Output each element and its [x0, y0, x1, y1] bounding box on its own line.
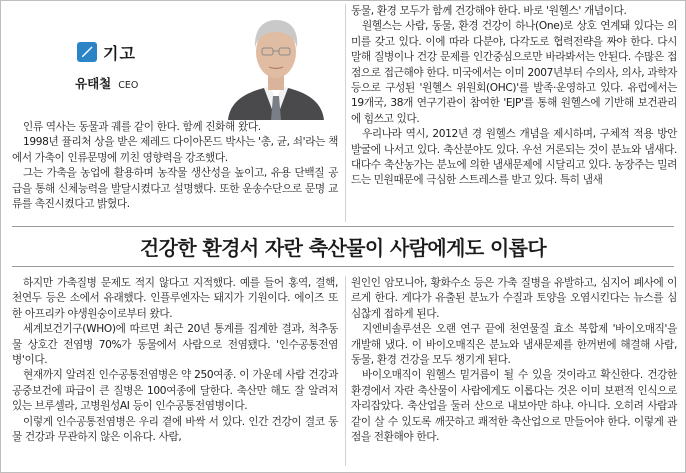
column-bottom-left [12, 276, 338, 445]
paragraph: 우리나라 역시, 2012년 경 원헬스 개념을 제시하며, 구체적 적용 방안 발굴에 나서고 있다. 축산분야도 있다. 우선 거론되는 것이 분뇨와 냄새다. 대다수 축산농가는 분뇨에 의한 냄새문제에 시달리고 있다. 농장주는 밀려드는 민원때문에 극심한 스트레스를 받고 있다. 특히 냄새 [351, 128, 677, 187]
paragraph: 하지만 가축질병 문제도 적지 않다고 지적했다. 예를 들어 홍역, 결핵, 천연두 등은 소에서 유래했다. 인플루엔자는 돼지가 기원이다. 에이즈 또한 아프리카 야생원숭이로부터 왔다. [12, 277, 338, 320]
headline-rule-bottom [12, 266, 674, 267]
pencil-icon [77, 42, 97, 62]
paragraph: 현재까지 알려진 인수공통전염병은 약 250여종. 이 가운데 사람 건강과 공중보건에 파급이 큰 질병은 100여종에 달한다. 축산만 해도 잘 알려져 있는 브루셀라, 고병원성AI 등이 인수공통전염병이다. [12, 369, 338, 413]
column-divider-top [345, 4, 346, 222]
author-portrait [224, 8, 328, 120]
paragraph: 인류 역사는 동물과 궤를 같이 한다. 함께 진화해 왔다. [23, 121, 261, 133]
column-divider-bottom [345, 276, 346, 466]
author-role: CEO [118, 80, 139, 91]
column-top-right [351, 4, 677, 189]
paragraph: 원인인 암모니아, 황화수소 등은 가축 질병을 유발하고, 심지어 폐사에 이르게 한다. 게다가 유출된 분뇨가 수질과 토양을 오염시킨다는 뉴스를 심심찮게 접하게 된다. [351, 277, 677, 320]
section-label-badge [77, 42, 97, 62]
paragraph: 그는 가축을 농업에 활용하며 농작물 생산성을 높이고, 유용 단백질 공급을 통해 신체능력을 발달시켰다고 설명했다. 또한 운송수단으로 문명 교류를 촉진시켰다고 밝혔다. [12, 167, 338, 211]
paragraph: 동물, 환경 모두가 함께 건강해야 한다. 바로 '원헬스' 개념이다. [351, 5, 627, 17]
headline-rule-top [12, 226, 674, 227]
paragraph: 지엔비솔루션은 오랜 연구 끝에 천연물질 효소 복합제 '바이오매직'을 개발해 냈다. 이 바이오매직은 분뇨와 냄새문제를 한꺼번에 해결해 사람, 동물, 환경 건강을 모두 챙기게 된다. [351, 323, 677, 367]
author-byline [75, 74, 138, 92]
author-name: 유태철 [75, 76, 112, 91]
paragraph: 세계보건기구(WHO)에 따르면 최근 20년 통계를 집계한 결과, 척추동물 상호간 전염병 70%가 동물에서 사람으로 전염됐다. '인수공통전염병'이다. [12, 323, 338, 367]
section-label: 기고 [103, 44, 136, 63]
column-bottom-right [351, 276, 677, 445]
column-top-left [12, 120, 338, 212]
headline: 건강한 환경서 자란 축산물이 사람에게도 이롭다 [139, 236, 547, 260]
paragraph: 원헬스는 사람, 동물, 환경 건강이 하나(One)로 상호 연계돼 있다는 의미를 갖고 있다. 이에 따라 다분야, 다각도로 협력전략을 짜야 한다. 다시 말해 질병이나 건강 문제를 인간중심으로만 바라봐서는 안된다. 수많은 접점으로 접근해야 한다. 미국에서는 이미 2007년부터 수의사, 의사, 과학자 등으로 구성된 '원헬스 위원회(OHC)'를 발족·운영하고 있다. 유럽에서는 19개국, 38개 연구기관이 참여한 'EJP'를 통해 원헬스에 기반해 보건관리에 힘쓰고 있다. [351, 20, 677, 125]
paragraph: 이렇게 인수공통전염병은 우리 곁에 바싹 서 있다. 인간 건강이 결코 동물 건강과 무관하지 않은 이유다. 사람, [12, 415, 338, 444]
paragraph: 바이오매직이 원헬스 밑거름이 될 수 있을 것이라고 확신한다. 건강한 환경에서 자란 축산물이 사람에게도 이롭다는 것은 이미 보편적 인식으로 자리잡았다. 축산업을 둘러 산으로 내보아만 하냐. 아니다. 오히려 사람과 같이 살 수 있도록 깨끗하고 쾌적한 축산업으로 만들어야 한다. 이렇게 관점을 전환해야 한다. [351, 369, 677, 444]
paragraph: 1998년 퓰리처 상을 받은 제레드 다이아몬드 박사는 '총, 균, 쇠'라는 책에서 가축이 인류문명에 끼친 영향력을 강조했다. [12, 136, 338, 164]
